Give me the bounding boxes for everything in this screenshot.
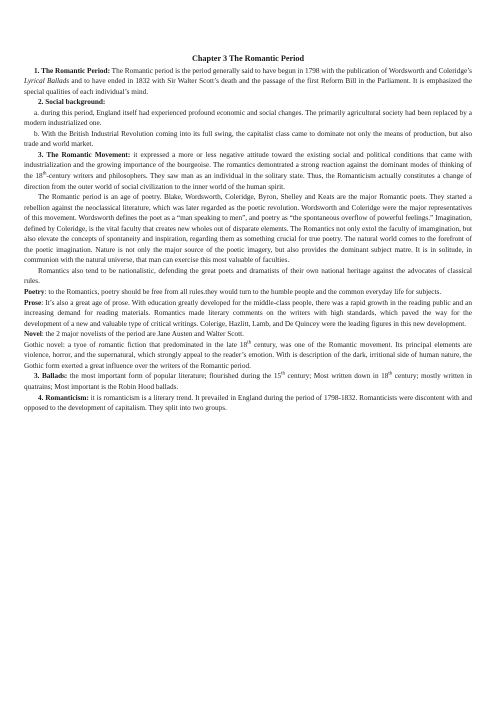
document-page [24, 54, 472, 414]
section-text: century; Most written down in 18 [285, 372, 389, 381]
paragraph-prose [24, 298, 472, 330]
section-romantic-period [24, 66, 472, 98]
paragraph-novel [24, 329, 472, 340]
ordinal-suffix: th [42, 171, 47, 177]
term-label: Prose [24, 298, 42, 307]
term-text: : the 2 major novelists of the period are Jane Austen and Walter Scott. [41, 330, 244, 339]
term-text: Gothic novel: a tyoe of romantic fiction that predominated in the late 18 [24, 340, 248, 349]
paragraph-nationalistic: Romantics also tend to be nationalistic, defending the great poets and dramatists of their own national heritage against the advocates of classical rules. [24, 266, 472, 286]
chapter-title: Chapter 3 The Romantic Period [191, 54, 305, 63]
section-romantic-movement [24, 150, 472, 192]
section-label: 1. The Romantic Period: [34, 66, 110, 75]
book-title: Lyrical Ballads [24, 77, 70, 86]
section-label: 4. Romanticism: [38, 393, 89, 402]
section-text: the most important form of popular literature; flourished during the 15 [67, 372, 282, 381]
term-text: : to the Romantics, poetry should be free from all rules.they would turn to the humble people and the common everyday life for subjects. [44, 288, 442, 297]
ordinal-suffix: th [388, 372, 393, 377]
section-ballads [24, 371, 472, 392]
section-text: -century writers and philosophers. They saw man as an individual in the solitary state. Thus, the Romanticism actually constitutes a change of direction from the outer world of social civilization to the inner world of the human spirit. [24, 172, 473, 191]
section-social-background [24, 97, 472, 108]
paragraph-poetry [24, 287, 472, 298]
section-label: 3. Ballads: [34, 372, 68, 381]
social-point-b: b. With the British Industrial Revolution coming into its full swing, the capitalist class came to dominate not only the means of production, but also trade and world market. [24, 129, 472, 149]
section-romanticism [24, 393, 472, 414]
section-text: and to have ended in 1832 with Sir Walter Scott’s death and the passage of the first Reform Bill in the Parliament. It is emphasized the special qualities of each individual’s mind. [24, 77, 472, 96]
section-label: 3. The Romantic Movement: [38, 150, 131, 159]
ordinal-suffix: th [281, 372, 286, 377]
term-label: Poetry [24, 288, 45, 297]
paragraph-poetry-age: The Romantic period is an age of poetry. Blake, Wordsworth, Coleridge, Byron, Shelley and Keats are the major Romantic poets. They started a rebellion against the neoclassical literature, which was later regarded as the poetic revolution. Wordsworth and Coleridge were the major representatives of this movement. Wordsworth defines the poet as a “man speaking to men”, and poetry as “the spontaneous overflow of powerful feelings.” Imagination, defined by Coleridge, is the vital faculty that creates new wholes out of disparate elements. The Romantics not only extol the faculty of imamgination, but also elevate the concepts of spontaneity and inspiration, regarding them as something crucial for true poetry. The natural world comes to the forefront of the poetic imagination. Nature is not only the major source of the poetic imagery, but also provides the dominant subject matre. It is in solitude, in communion with the natural universe, that man can exercise this most valuable of faculties. [24, 193, 472, 265]
section-text: The Romantic period is the period generally said to have begun in 1798 with the publication of Wordsworth and Coleridge’s [110, 66, 473, 75]
paragraph-gothic-novel [24, 340, 472, 372]
term-text: : It’s also a great age of prose. With education greatly developed for the middle-class people, there was a rapid growth in the reading public and an increasing demand for reading materials. Romantics made literary comments on the writers with high standards, which paved the way for the development of a new and valuable type of critical writings. Colerige, Hazlitt, Lamb, and De Quincey were the leading figures in this new development. [24, 298, 472, 328]
section-text: it is romanticism is a literary trend. It prevailed in England during the period of 1798-1832. Romanticists were discontent with and opposed to the development of capitalism. They split into two groups. [24, 393, 472, 413]
section-text: it expressed a more or less negative attitude toward the existing social and political conditions that came with industrialization and the growing importance of the bourgeoise. The romantics demontrated a strong reaction against the dominant modes of thinking of the 18 [24, 150, 472, 181]
term-label: Novel [24, 330, 42, 339]
term-text: century, was one of the Romantic movement. Its principal elements are violence, horror, and the supernatural, which strongly appeal to the reader’s emotion. With is description of the dark, irritional side of human nature, the Gothic form exerted a great influence over the writers of the Romantic period. [24, 340, 472, 370]
social-point-a: a. during this period, England itself had experienced profound economic and social changes. The primarily agricultural society had been replaced by a modern industrialized one. [24, 108, 472, 128]
section-label: 2. Social background: [38, 98, 106, 107]
ordinal-suffix: th [247, 340, 252, 346]
section-text: century; mostly written in quatrains; Most important is the Robin Hood ballads. [24, 372, 472, 391]
